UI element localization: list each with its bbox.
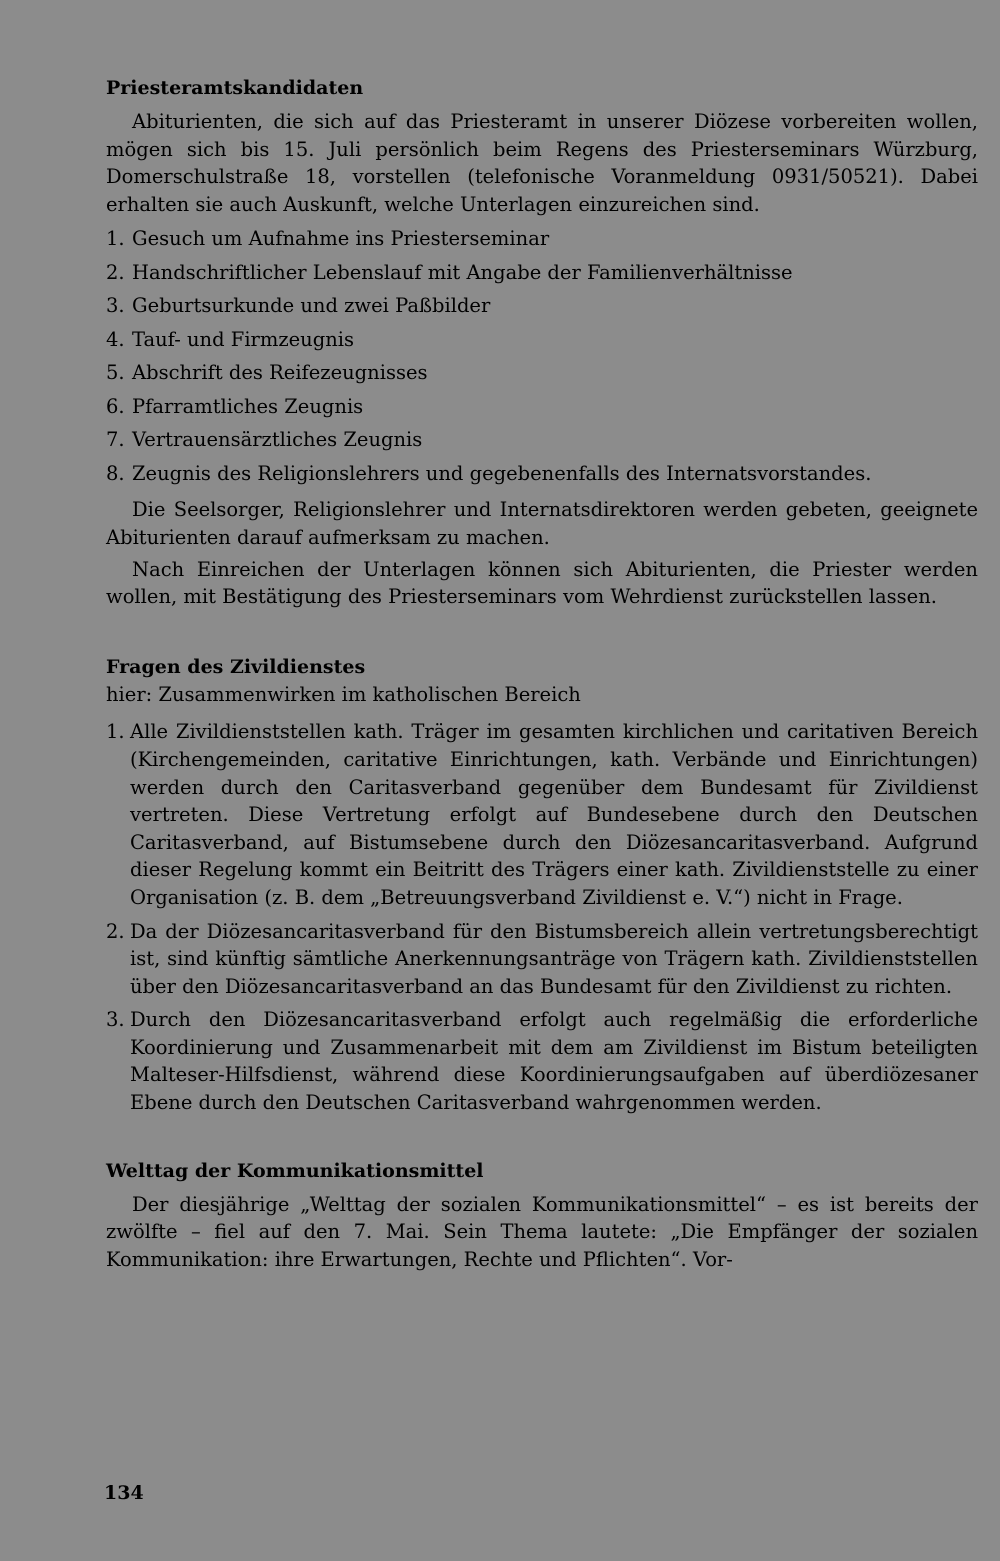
document-page — [106, 74, 978, 1273]
list-item: 8. Zeugnis des Religionslehrers und gegebenenfalls des Internatsvorstandes. — [106, 461, 872, 485]
list-item: 4. Tauf- und Firmzeugnis — [106, 327, 355, 351]
paragraph-wehrdienst: Nach Einreichen der Unterlagen können sich Abiturienten, die Priester werden wollen, mit Bestätigung des Priesterseminars vom Wehrdienst zurückstellen lassen. — [106, 557, 978, 609]
list-item: 6. Pfarramtliches Zeugnis — [106, 394, 364, 418]
list-item: 7. Vertrauensärztliches Zeugnis — [106, 428, 423, 452]
list-item: 5. Abschrift des Reifezeugnisses — [106, 361, 428, 385]
intro-paragraph: Abiturienten, die sich auf das Priesteramt in unserer Diözese vorbereiten wollen, mögen sich bis 15. Juli persönlich beim Regens des Priesterseminars Würzburg, Domerschulstraße 18, vorstellen (telefonische Voranmeldung 0931/50521). Dabei erhalten sie auch Auskunft, welche Unterlagen einzureichen sind. — [106, 110, 978, 216]
section-heading-welttag: Welttag der Kommunikationsmittel — [106, 1159, 484, 1182]
list-item: 3. Geburtsurkunde und zwei Paßbilder — [106, 294, 491, 318]
section-heading-zivildienst: Fragen des Zivildienstes — [106, 655, 366, 678]
paragraph-welttag: Der diesjährige „Welttag der sozialen Kommunikationsmittel“ – es ist bereits der zwölfte – fiel auf den 7. Mai. Sein Thema lautete: „Die Empfänger der sozialen Kommunikation: ihre Erwartungen, Rechte und Pflichten“. Vor- — [106, 1192, 978, 1271]
list-item: 3. Durch den Diözesancaritasverband erfolgt auch regelmäßig die erforderliche Koordinierung und Zusammenarbeit mit dem am Zivildienst im Bistum beteiligten Malteser-Hilfsdienst, während diese Koordinierungsaufgaben auf überdiözesaner Ebene durch den Deutschen Caritasverband wahrgenommen werden. — [106, 1008, 978, 1115]
documents-list — [106, 222, 978, 490]
section-subheading: hier: Zusammenwirken im katholischen Bereich — [106, 682, 581, 706]
list-item: 2. Da der Diözesancaritasverband für den Bistumsbereich allein vertretungsberechtigt ist, sind künftig sämtliche Anerkennungsanträge von Trägern kath. Zivildienststellen über den Diözesancaritasverband an das Bundesamt für den Zivildienst zu richten. — [106, 919, 978, 998]
page-number: 134 — [104, 1482, 144, 1504]
list-item: 1. Gesuch um Aufnahme ins Priesterseminar — [106, 227, 550, 251]
list-item: 2. Handschriftlicher Lebenslauf mit Angabe der Familienverhältnisse — [106, 260, 793, 284]
paragraph-seelsorger: Die Seelsorger, Religionslehrer und Internatsdirektoren werden gebeten, geeignete Abiturienten darauf aufmerksam zu machen. — [106, 498, 978, 549]
section-heading-priesteramtskandidaten: Priesteramtskandidaten — [106, 77, 364, 99]
zivildienst-list — [106, 718, 978, 1116]
list-item: 1. Alle Zivildienststellen kath. Träger im gesamten kirchlichen und caritativen Bereich (Kirchengemeinden, caritative Einrichtungen, kath. Verbände und Einrichtungen) werden durch den Caritasverband gegenüber dem Bundesamt für Zivildienst vertreten. Diese Vertretung erfolgt auf Bundesebene durch den Deutschen Caritasverband, auf Bistumsebene durch den Diözesancaritasverband. Aufgrund dieser Regelung kommt ein Beitritt des Trägers einer kath. Zivildienststelle zu einer Organisation (z. B. dem „Betreuungsverband Zivildienst e. V.“) nicht in Frage. — [106, 720, 978, 909]
